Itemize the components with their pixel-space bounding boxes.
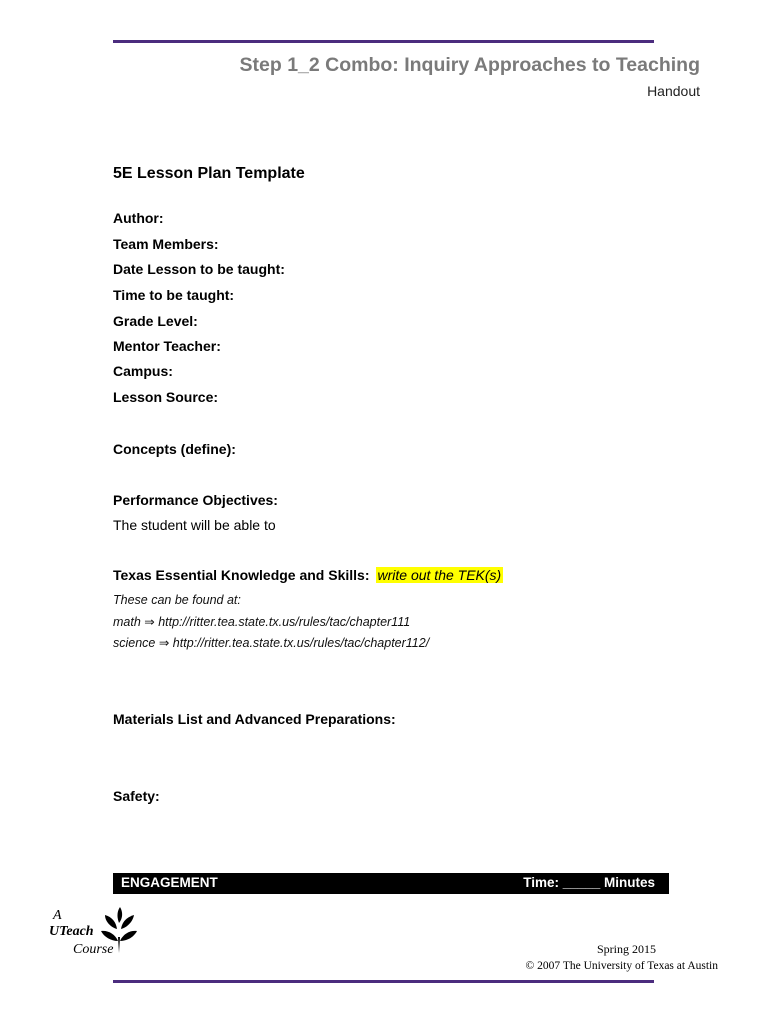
uteach-logo [40, 907, 140, 969]
engagement-label: ENGAGEMENT [121, 875, 218, 890]
document-subtitle: Handout [647, 83, 700, 99]
materials-label: Materials List and Advanced Preparations: [113, 711, 396, 727]
field-lesson-source: Lesson Source: [113, 389, 219, 405]
top-rule [113, 40, 654, 43]
objectives-label: Performance Objectives: [113, 492, 278, 508]
footer-term: Spring 2015 [596, 942, 656, 956]
logo-uteach-text: UTeach [49, 924, 94, 939]
document-title: Step 1_2 Combo: Inquiry Approaches to Teaching [239, 54, 700, 76]
template-heading: 5E Lesson Plan Template [113, 165, 305, 182]
logo-a-text: A [53, 908, 62, 923]
leaf-icon [100, 907, 138, 953]
logo-course-text: Course [73, 942, 114, 957]
teks-found-text: These can be found at: [113, 593, 241, 607]
objectives-text: The student will be able to [113, 517, 276, 533]
field-author: Author: [113, 210, 164, 226]
engagement-bar [113, 873, 669, 894]
field-campus: Campus: [113, 363, 173, 379]
field-grade-level: Grade Level: [113, 313, 198, 329]
field-time-taught: Time to be taught: [113, 287, 235, 303]
safety-label: Safety: [113, 788, 160, 804]
teks-highlight: write out the TEK(s) [377, 567, 502, 583]
bottom-rule [113, 980, 654, 983]
field-team-members: Team Members: [113, 236, 219, 252]
teks-science-link: science ⇒ http://ritter.tea.state.tx.us/rules/tac/chapter112/ [113, 636, 430, 650]
engagement-time: Time: _____ Minutes [523, 875, 655, 890]
concepts-label: Concepts (define): [113, 441, 236, 457]
teks-math-link: math ⇒ http://ritter.tea.state.tx.us/rules/tac/chapter111 [113, 615, 411, 629]
teks-label: Texas Essential Knowledge and Skills: [113, 567, 370, 583]
field-date-lesson: Date Lesson to be taught: [113, 261, 285, 277]
field-mentor-teacher: Mentor Teacher: [113, 338, 221, 354]
teks-line [113, 567, 503, 583]
footer-copyright: © 2007 The University of Texas at Austin [525, 960, 718, 972]
